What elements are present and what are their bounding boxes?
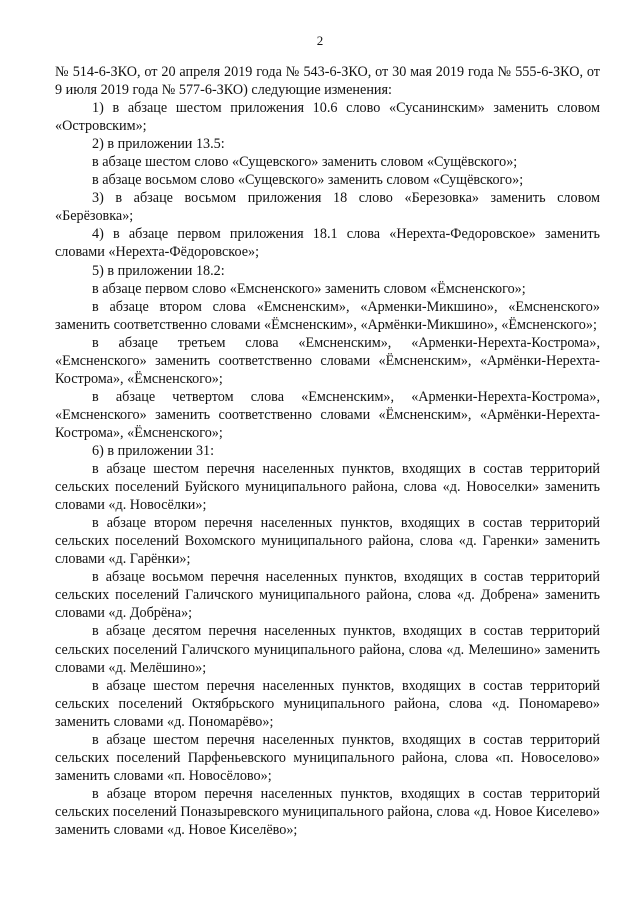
paragraph: в абзаце втором перечня населенных пунктов, входящих в состав территорий сельских поселений Поназыревского муниципального района, слова «д. Новое Киселево» заменить словами «д. Новое Киселёво»;	[55, 785, 600, 838]
paragraph: в абзаце шестом перечня населенных пунктов, входящих в состав территорий сельских поселений Парфеньевского муниципального района, слова «п. Новоселово» заменить словами «п. Новосёлово»;	[55, 731, 600, 784]
paragraph: № 514-6-ЗКО, от 20 апреля 2019 года № 543-6-ЗКО, от 30 мая 2019 года № 555-6-ЗКО, от 9 июля 2019 года № 577-6-ЗКО) следующие изменения:	[55, 64, 600, 99]
paragraph: 3) в абзаце восьмом приложения 18 слово «Березовка» заменить словом «Берёзовка»;	[55, 190, 600, 225]
paragraph: в абзаце восьмом слово «Сущевского» заменить словом «Сущёвского»;	[92, 172, 524, 189]
paragraph: 5) в приложении 18.2:	[92, 262, 225, 279]
paragraph: в абзаце восьмом перечня населенных пунктов, входящих в состав территорий сельских поселений Галичского муниципального района, слова «д. Добрена» заменить словами «д. Добрёна»;	[55, 569, 600, 622]
paragraph: в абзаце третьем слова «Емсненским», «Арменки-Нерехта-Кострома», «Емсненского» заменить соответственно словами «Ёмсненским», «Армёнки-Нерехта-Кострома», «Ёмсненского»;	[55, 334, 600, 387]
paragraph: 6) в приложении 31:	[92, 442, 215, 459]
paragraph: в абзаце десятом перечня населенных пунктов, входящих в состав территорий сельских поселений Галичского муниципального района, слова «д. Мелешино» заменить словами «д. Мелёшино»;	[55, 623, 600, 676]
paragraph: в абзаце втором слова «Емсненским», «Арменки-Микшино», «Емсненского» заменить соответственно словами «Ёмсненским», «Армёнки-Микшино», «Ёмсненского»;	[55, 298, 600, 333]
page-number: 2	[316, 33, 324, 48]
paragraph: в абзаце шестом слово «Сущевского» заменить словом «Сущёвского»;	[92, 154, 518, 171]
document-body	[55, 63, 600, 839]
paragraph: в абзаце первом слово «Емсненского» заменить словом «Ёмсненского»;	[92, 280, 526, 297]
paragraph: 4) в абзаце первом приложения 18.1 слова «Нерехта-Федоровское» заменить словами «Нерехта-Фёдоровское»;	[55, 226, 600, 261]
paragraph: в абзаце шестом перечня населенных пунктов, входящих в состав территорий сельских поселений Буйского муниципального района, слова «д. Новоселки» заменить словами «д. Новосёлки»;	[55, 461, 600, 514]
paragraph: 2) в приложении 13.5:	[92, 136, 225, 153]
paragraph: 1) в абзаце шестом приложения 10.6 слово «Сусанинским» заменить словом «Островским»;	[55, 100, 600, 135]
paragraph: в абзаце четвертом слова «Емсненским», «Арменки-Нерехта-Кострома», «Емсненского» заменить соответственно словами «Ёмсненским», «Армёнки-Нерехта-Кострома», «Ёмсненского»;	[55, 388, 600, 441]
paragraph: в абзаце шестом перечня населенных пунктов, входящих в состав территорий сельских поселений Октябрьского муниципального района, слова «д. Пономарево» заменить словами «д. Пономарёво»;	[55, 677, 600, 730]
paragraph: в абзаце втором перечня населенных пунктов, входящих в состав территорий сельских поселений Вохомского муниципального района, слова «д. Гаренки» заменить словами «д. Гарёнки»;	[55, 515, 600, 568]
